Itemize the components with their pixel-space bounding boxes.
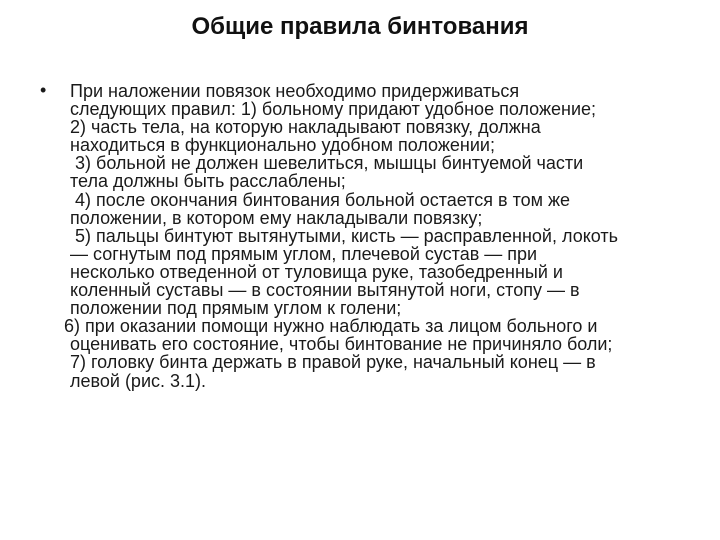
text-line: коленный суставы — в состоянии вытянутой ноги, стопу — в: [70, 280, 580, 301]
text-line: положении под прямым углом к голени;: [70, 298, 402, 319]
text-line: оценивать его состояние, чтобы бинтование не причиняло боли;: [70, 334, 613, 355]
text-line: 6) при оказании помощи нужно наблюдать за лицом больного и: [64, 316, 598, 337]
text-line: При наложении повязок необходимо придерживаться: [70, 81, 520, 101]
text-line: тела должны быть расслаблены;: [70, 171, 346, 192]
text-line: положении, в котором ему накладывали повязку;: [70, 207, 483, 228]
text-line: находиться в функционально удобном положении;: [70, 135, 495, 156]
text-line: следующих правил: 1) больному придают удобное положение;: [70, 99, 597, 120]
text-line: 4) после окончания бинтования больной остается в том же: [75, 189, 571, 210]
text-line: несколько отведенной от туловища руке, тазобедренный и: [70, 261, 563, 282]
bullet-text: [64, 81, 710, 391]
text-line: 3) больной не должен шевелиться, мышцы бинтуемой части: [75, 153, 584, 174]
text-line: 2) часть тела, на которую накладывают повязку, должна: [70, 117, 541, 138]
text-line: 5) пальцы бинтуют вытянутыми, кисть — расправленной, локоть: [75, 225, 619, 246]
text-line: 7) головку бинта держать в правой руке, начальный конец — в: [70, 352, 596, 373]
text-line: левой (рис. 3.1).: [70, 370, 207, 391]
bullet-icon: •: [40, 80, 47, 100]
text-line: — согнутым под прямым углом, плечевой сустав — при: [70, 243, 538, 264]
page-title: Общие правила бинтования: [191, 13, 529, 40]
